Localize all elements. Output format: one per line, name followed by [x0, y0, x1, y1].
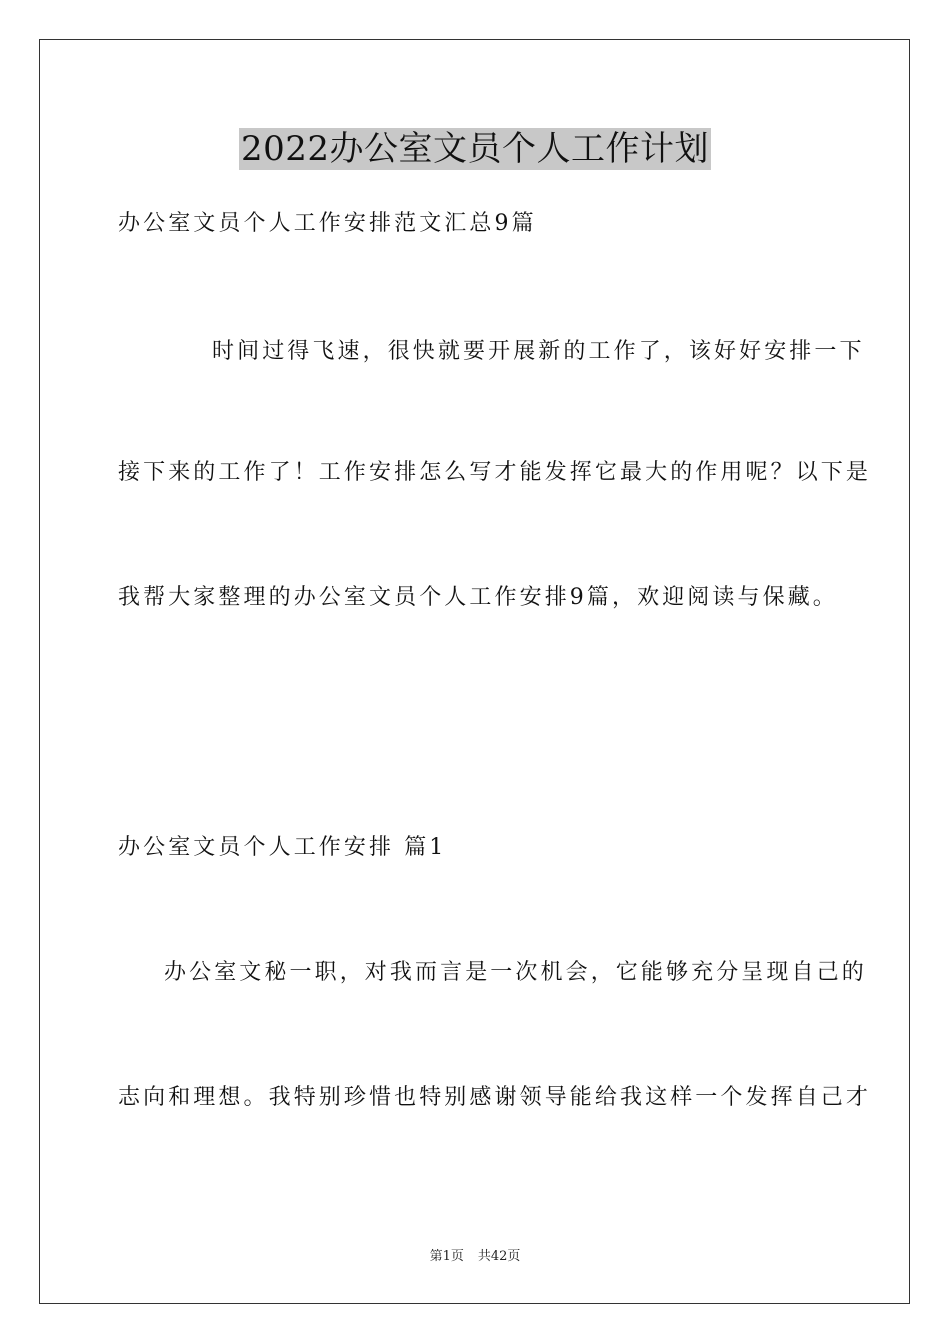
document-subtitle: 办公室文员个人工作安排范文汇总9篇 [118, 211, 537, 236]
page-number: 第1页 [429, 1249, 464, 1264]
page-footer [0, 1248, 950, 1266]
page-total: 共42页 [477, 1249, 521, 1264]
intro-line-2: 接下来的工作了！工作安排怎么写才能发挥它最大的作用呢？以下是 [118, 460, 872, 485]
document-title: 2022办公室文员个人工作计划 [240, 129, 710, 169]
intro-line-1: 时间过得飞速，很快就要开展新的工作了，该好好安排一下 [212, 339, 865, 364]
title-container [0, 128, 950, 170]
body-line-1: 办公室文秘一职，对我而言是一次机会，它能够充分呈现自己的 [164, 960, 867, 985]
intro-line-3: 我帮大家整理的办公室文员个人工作安排9篇，欢迎阅读与保藏。 [118, 585, 838, 610]
section-heading: 办公室文员个人工作安排 篇1 [118, 835, 447, 860]
body-line-2: 志向和理想。我特别珍惜也特别感谢领导能给我这样一个发挥自己才 [118, 1085, 872, 1110]
